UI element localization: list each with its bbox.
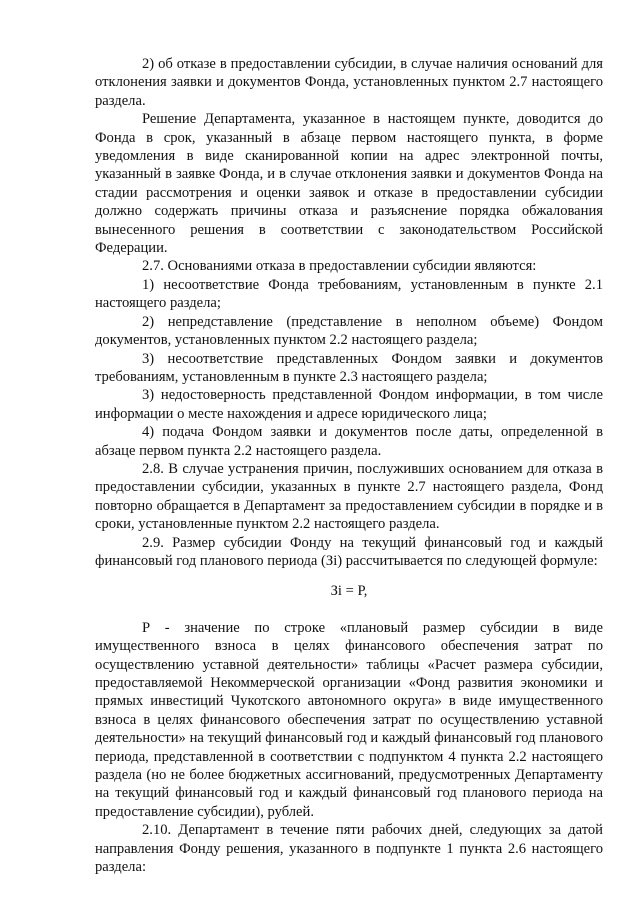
paragraph-2-7-item-3b: 3) недостоверность представленной Фондом информации, в том числе информации о месте нахождения и адресе юридического лица; (95, 387, 603, 422)
paragraph-2-7-item-3a: 3) несоответствие представленных Фондом заявки и документов требованиям, установленным в пункте 2.3 настоящего раздела; (95, 350, 603, 385)
paragraph-2-7-item-1: 1) несоответствие Фонда требованиям, установленным в пункте 2.1 настоящего раздела; (95, 276, 603, 312)
subsidy-formula: Зi = Р, (330, 583, 368, 600)
paragraph-department-decision: Решение Департамента, указанное в настоящем пункте, доводится до Фонда в срок, указанный в абзаце первом настоящего пункта, в форме уведомления в виде сканированной копии на адрес электронной почты, указанный в заявке Фонда, и в случае отклонения заявки и документов Фонда на стадии рассмотрения и оценки заявок и отказе в предоставлении субсидии должно содержать причины отказа и разъяснение порядка обжалования вынесенного решения в соответствии с законодательством Российской Федерации. (95, 111, 603, 257)
paragraph-2-9: 2.9. Размер субсидии Фонду на текущий финансовый год и каждый финансовый год планового периода (Зi) рассчитывается по следующей формуле: (95, 534, 603, 569)
paragraph-2-7-heading: 2.7. Основаниями отказа в предоставлении субсидии являются: (142, 258, 537, 275)
document-page (95, 55, 603, 876)
paragraph-2-7-item-2: 2) непредставление (представление в неполном объеме) Фондом документов, установленных пунктом 2.2 настоящего раздела; (95, 313, 603, 349)
paragraph-2-10: 2.10. Департамент в течение пяти рабочих дней, следующих за датой направления Фонду решения, указанного в подпункте 1 пункта 2.6 настоящего раздела: (95, 822, 603, 876)
paragraph-2-7-item-4: 4) подача Фондом заявки и документов после даты, определенной в абзаце первом пункта 2.2 настоящего раздела. (95, 424, 603, 459)
paragraph-refusal-item-2: 2) об отказе в предоставлении субсидии, в случае наличия оснований для отклонения заявки и документов Фонда, установленных пунктом 2.7 настоящего раздела. (95, 56, 603, 109)
paragraph-2-8: 2.8. В случае устранения причин, послуживших основанием для отказа в предоставлении субсидии, указанных в пункте 2.7 настоящего раздела, Фонд повторно обращается в Департамент за предоставлением субсидии в порядке и в сроки, установленные пунктом 2.2 настоящего раздела. (95, 460, 603, 533)
paragraph-p-definition: Р - значение по строке «плановый размер субсидии в виде имущественного взноса в целях финансового обеспечения затрат по осуществлению уставной деятельности» таблицы «Расчет размера субсидии, предоставляемой Некоммерческой организации «Фонд развития экономики и прямых инвестиций Чукотского автономного округа» в виде имущественного взноса в целях финансового обеспечения затрат по осуществлению уставной деятельности» на текущий финансовый год и каждый финансовый год планового периода, представленной в соответствии с подпунктом 4 пункта 2.2 настоящего раздела (но не более бюджетных ассигнований, предусмотренных Департаменту на текущий финансовый год и каждый финансовый год планового периода на предоставление субсидии), рублей. (95, 619, 603, 820)
